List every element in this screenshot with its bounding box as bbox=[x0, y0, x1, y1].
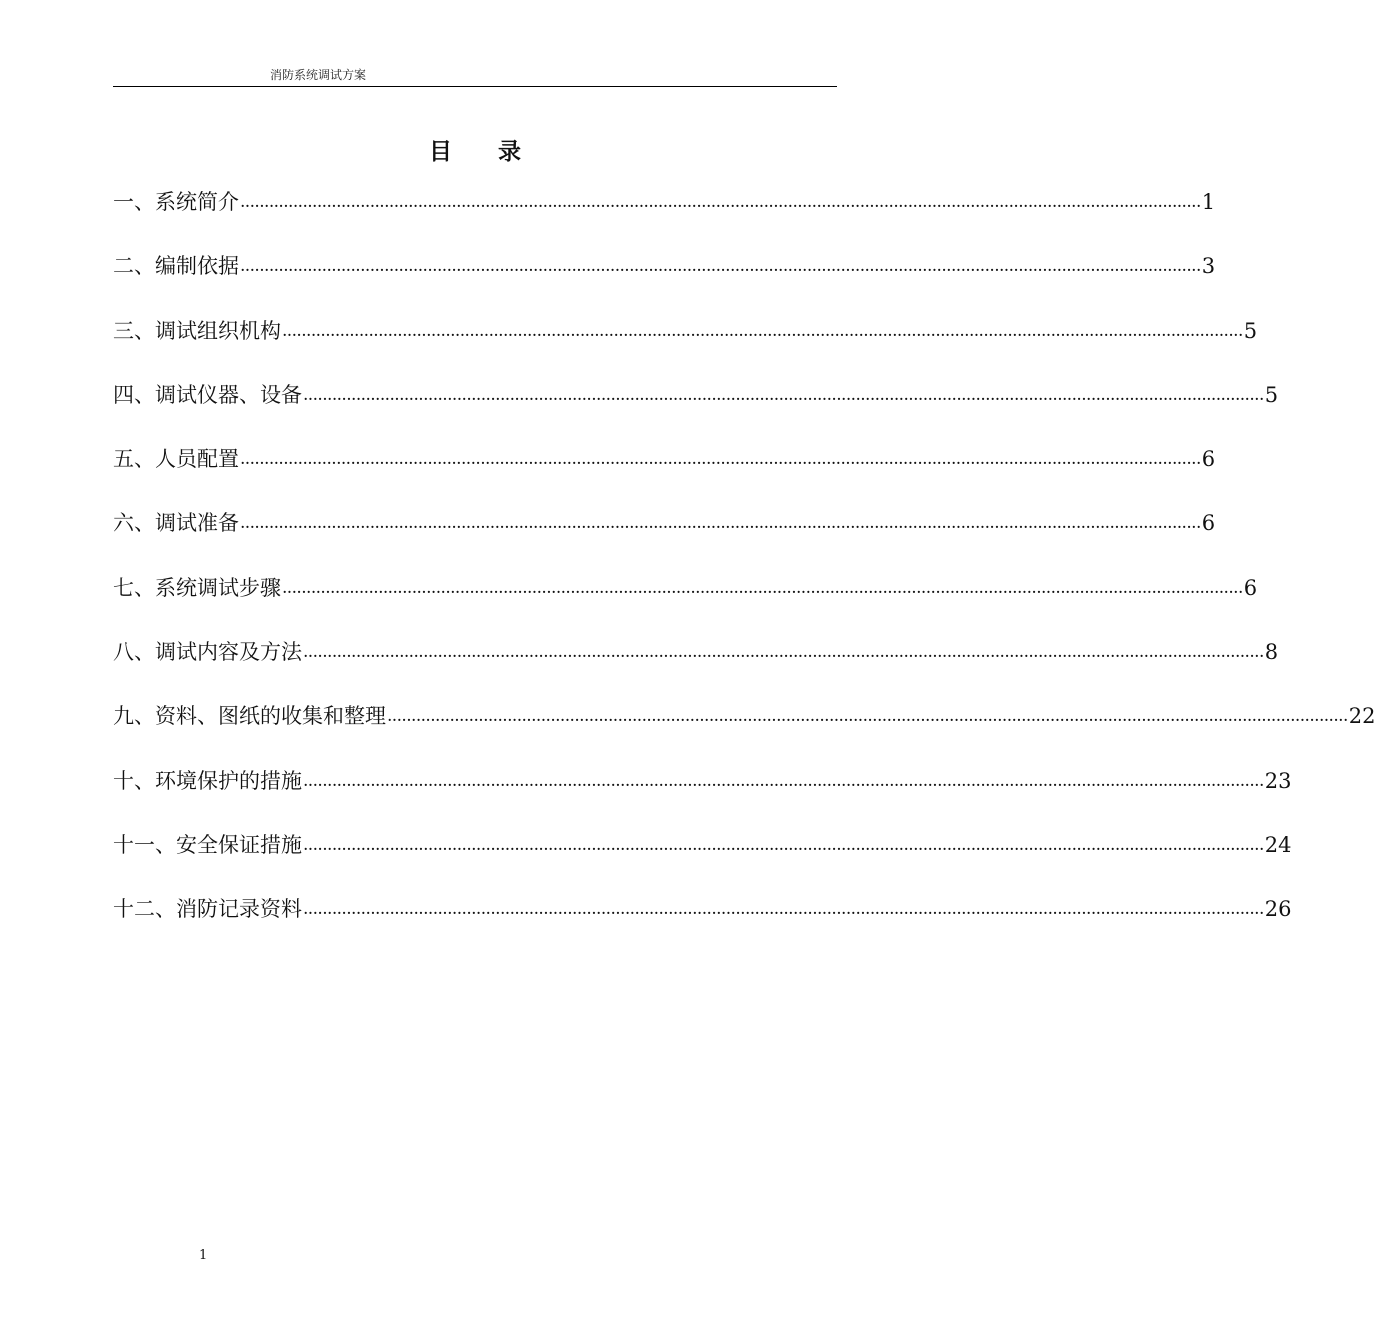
toc-entry[interactable] bbox=[113, 764, 1292, 828]
toc-entry-label: 三、调试组织机构 bbox=[113, 318, 281, 343]
toc-entry-label: 六、调试准备 bbox=[113, 511, 239, 536]
toc-entry-label: 四、调试仪器、设备 bbox=[113, 382, 302, 407]
header-title: 消防系统调试方案 bbox=[270, 68, 367, 82]
toc-dot-leader: ........................................................................................................................................................................................................ bbox=[303, 834, 1264, 855]
toc-dot-leader: ........................................................................................................................................................................................................ bbox=[240, 449, 1201, 470]
toc-dot-leader: ........................................................................................................................................................................................................ bbox=[303, 770, 1264, 791]
toc-entry-label: 十一、安全保证措施 bbox=[113, 832, 302, 857]
toc-entry-page: 6 bbox=[1201, 447, 1216, 472]
toc-dot-leader: ........................................................................................................................................................................................................ bbox=[240, 192, 1201, 212]
toc-dot-leader: ........................................................................................................................................................................................................ bbox=[303, 384, 1264, 405]
table-of-contents bbox=[113, 185, 1376, 957]
toc-entry-label: 九、资料、图纸的收集和整理 bbox=[113, 704, 386, 729]
toc-dot-leader: ........................................................................................................................................................................................................ bbox=[387, 706, 1348, 727]
toc-entry[interactable] bbox=[113, 185, 1216, 249]
toc-entry-label: 二、编制依据 bbox=[113, 254, 239, 279]
toc-entry-page: 6 bbox=[1243, 575, 1258, 600]
toc-entry-page: 5 bbox=[1264, 382, 1279, 407]
toc-dot-leader: ........................................................................................................................................................................................................ bbox=[303, 642, 1264, 663]
toc-entry-page: 23 bbox=[1264, 768, 1292, 793]
toc-title: 目 录 bbox=[429, 138, 521, 165]
toc-entry[interactable] bbox=[113, 828, 1292, 892]
toc-entry[interactable] bbox=[113, 635, 1279, 699]
toc-entry-label: 七、系统调试步骤 bbox=[113, 575, 281, 600]
toc-dot-leader: ........................................................................................................................................................................................................ bbox=[303, 899, 1264, 920]
footer-page-number: 1 bbox=[199, 1248, 208, 1263]
toc-entry[interactable] bbox=[113, 249, 1216, 313]
toc-entry[interactable] bbox=[113, 571, 1258, 635]
toc-entry[interactable] bbox=[113, 378, 1279, 442]
toc-entry-page: 22 bbox=[1348, 704, 1376, 729]
toc-entry-label: 十二、消防记录资料 bbox=[113, 897, 302, 922]
toc-entry[interactable] bbox=[113, 892, 1292, 956]
toc-dot-leader: ........................................................................................................................................................................................................ bbox=[240, 513, 1201, 534]
toc-entry-page: 1 bbox=[1201, 190, 1216, 214]
page-header bbox=[113, 66, 837, 87]
toc-dot-leader: ........................................................................................................................................................................................................ bbox=[282, 320, 1243, 341]
toc-entry-label: 五、人员配置 bbox=[113, 447, 239, 472]
toc-entry[interactable] bbox=[113, 699, 1376, 763]
toc-entry-page: 26 bbox=[1264, 897, 1292, 922]
toc-entry[interactable] bbox=[113, 506, 1216, 570]
toc-dot-leader: ........................................................................................................................................................................................................ bbox=[240, 256, 1201, 277]
toc-entry[interactable] bbox=[113, 314, 1258, 378]
toc-entry[interactable] bbox=[113, 442, 1216, 506]
toc-entry-page: 6 bbox=[1201, 511, 1216, 536]
toc-entry-page: 24 bbox=[1264, 832, 1292, 857]
toc-entry-page: 3 bbox=[1201, 254, 1216, 279]
toc-entry-page: 5 bbox=[1243, 318, 1258, 343]
toc-entry-label: 八、调试内容及方法 bbox=[113, 640, 302, 665]
toc-entry-page: 8 bbox=[1264, 640, 1279, 665]
toc-dot-leader: ........................................................................................................................................................................................................ bbox=[282, 577, 1243, 598]
toc-entry-label: 十、环境保护的措施 bbox=[113, 768, 302, 793]
toc-entry-label: 一、系统简介 bbox=[113, 190, 239, 214]
